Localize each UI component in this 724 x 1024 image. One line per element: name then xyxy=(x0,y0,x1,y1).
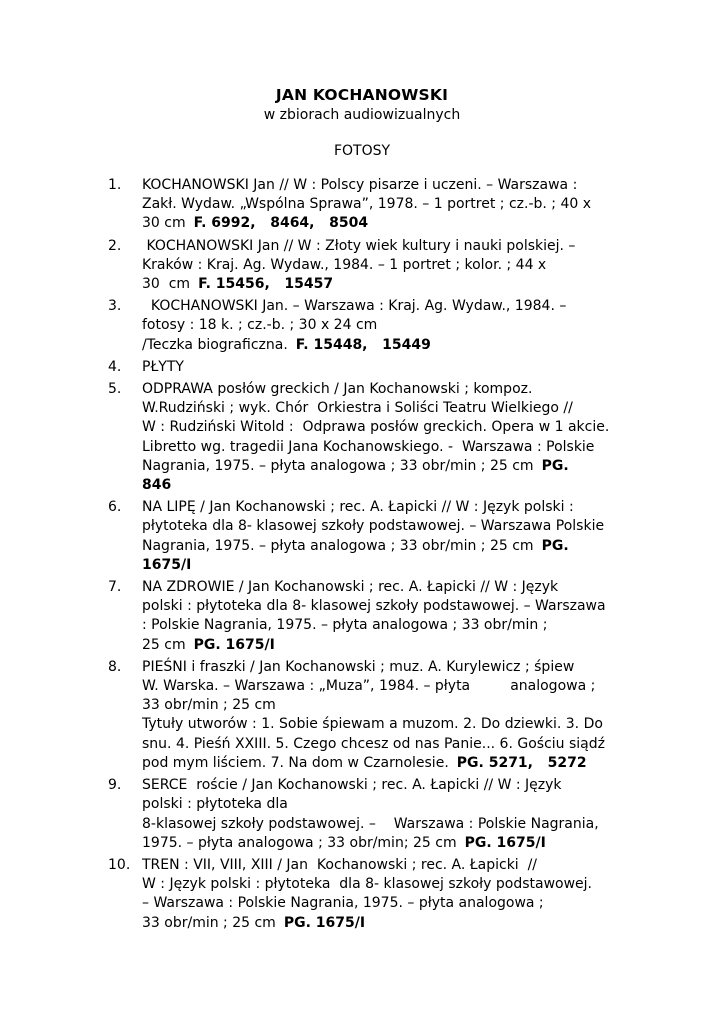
item-line xyxy=(142,358,648,377)
list-item xyxy=(108,358,648,377)
line-text: polski : płytoteka dla xyxy=(142,796,288,813)
line-text: 30 cm xyxy=(142,276,191,293)
list-item xyxy=(108,776,648,853)
item-line xyxy=(142,875,648,894)
list-item xyxy=(108,380,648,495)
item-number: 3. xyxy=(108,298,122,315)
line-text: W : Język polski : płytoteka dla 8- klasowej szkoły podstawowej. xyxy=(142,876,592,893)
item-line xyxy=(142,795,648,814)
item-line xyxy=(142,754,648,773)
item-line xyxy=(142,418,648,437)
list-item xyxy=(108,237,648,295)
line-text: /Teczka biograficzna. xyxy=(142,336,288,353)
shelf-signature: PG. 1675/I xyxy=(193,636,275,653)
document-title: JAN KOCHANOWSKI xyxy=(275,86,449,104)
shelf-signature-continued: 1675/I xyxy=(142,556,192,573)
line-text: – Warszawa : Polskie Nagrania, 1975. – płyta analogowa ; xyxy=(142,895,544,912)
item-line xyxy=(142,498,648,517)
line-text: PŁYTY xyxy=(142,358,184,375)
list-item xyxy=(108,297,648,355)
item-line xyxy=(142,237,648,256)
item-line xyxy=(142,658,648,677)
line-text: Libretto wg. tragedii Jana Kochanowskiego. - Warszawa : Polskie xyxy=(142,438,595,455)
item-number: 5. xyxy=(108,381,122,398)
item-line xyxy=(142,457,648,476)
item-line xyxy=(142,834,648,853)
item-line xyxy=(142,578,648,597)
line-text: Nagrania, 1975. – płyta analogowa ; 33 obr/min ; 25 cm xyxy=(142,457,534,474)
item-line xyxy=(142,856,648,875)
item-line xyxy=(142,438,648,457)
item-line xyxy=(142,894,648,913)
item-line xyxy=(142,336,648,355)
line-text: SERCE roście / Jan Kochanowski ; rec. A. Łapicki // W : Język xyxy=(142,777,562,794)
item-line xyxy=(142,537,648,556)
line-text: 25 cm xyxy=(142,636,186,653)
catalog-list xyxy=(108,176,648,936)
line-text: polski : płytoteka dla 8- klasowej szkoły podstawowej. – Warszawa xyxy=(142,598,606,615)
item-text xyxy=(142,380,648,495)
shelf-signature: F. 6992, 8464, 8504 xyxy=(193,215,369,232)
item-line xyxy=(142,735,648,754)
item-text xyxy=(142,658,648,773)
line-text: KOCHANOWSKI Jan // W : Polscy pisarze i uczeni. – Warszawa : xyxy=(142,177,578,193)
item-number: 4. xyxy=(108,358,122,375)
item-line xyxy=(142,176,648,195)
item-number: 1. xyxy=(108,177,122,193)
line-text: PIEŚNI i fraszki / Jan Kochanowski ; muz. A. Kurylewicz ; śpiew xyxy=(142,658,575,675)
line-text: Zakł. Wydaw. „Wspólna Sprawa”, 1978. – 1 portret ; cz.-b. ; 40 x xyxy=(142,196,592,213)
list-item xyxy=(108,498,648,575)
item-number: 10. xyxy=(108,856,131,873)
line-text: Nagrania, 1975. – płyta analogowa ; 33 obr/min ; 25 cm xyxy=(142,537,534,554)
shelf-signature: PG. 1675/I xyxy=(283,914,366,931)
item-line xyxy=(142,316,648,335)
list-item xyxy=(108,658,648,773)
item-text xyxy=(142,358,648,377)
list-item xyxy=(108,176,648,234)
item-line xyxy=(142,696,648,715)
line-text: NA ZDROWIE / Jan Kochanowski ; rec. A. Łapicki // W : Język xyxy=(142,579,559,596)
item-line xyxy=(142,597,648,616)
item-text xyxy=(142,237,648,295)
item-line xyxy=(142,776,648,795)
item-number: 9. xyxy=(108,777,122,794)
line-text: 33 obr/min ; 25 cm xyxy=(142,697,276,714)
item-line xyxy=(142,214,648,233)
line-text: NA LIPĘ / Jan Kochanowski ; rec. A. Łapicki // W : Język polski : xyxy=(142,499,574,516)
line-text: 33 obr/min ; 25 cm xyxy=(142,914,276,931)
item-line xyxy=(142,275,648,294)
item-line xyxy=(142,297,648,316)
line-text: 1975. – płyta analogowa ; 33 obr/min; 25 cm xyxy=(142,834,457,851)
line-text: TREN : VII, VIII, XIII / Jan Kochanowski ; rec. A. Łapicki // xyxy=(142,856,538,873)
item-number: 8. xyxy=(108,658,122,675)
line-text: : Polskie Nagrania, 1975. – płyta analogowa ; 33 obr/min ; xyxy=(142,617,548,634)
section-heading: FOTOSY xyxy=(333,143,391,159)
document-subtitle: w zbiorach audiowizualnych xyxy=(263,107,461,123)
item-line xyxy=(142,715,648,734)
item-line xyxy=(142,677,648,696)
item-line xyxy=(142,914,648,933)
shelf-signature: F. 15448, 15449 xyxy=(295,336,431,353)
line-text: W.Rudziński ; wyk. Chór Orkiestra i Soliści Teatru Wielkiego // xyxy=(142,400,573,417)
item-line xyxy=(142,380,648,399)
line-text: snu. 4. Pieśń XXIII. 5. Czego chcesz od nas Panie... 6. Gościu siądź xyxy=(142,735,605,752)
item-line xyxy=(142,815,648,834)
list-item xyxy=(108,856,648,933)
line-text: 30 cm xyxy=(142,215,186,232)
line-text: KOCHANOWSKI Jan // W : Złoty wiek kultury i nauki polskiej. – xyxy=(142,237,576,254)
line-text: KOCHANOWSKI Jan. – Warszawa : Kraj. Ag. Wydaw., 1984. – xyxy=(142,298,567,315)
list-item xyxy=(108,578,648,655)
line-text: 8-klasowej szkoły podstawowej. – Warszawa : Polskie Nagrania, xyxy=(142,815,599,832)
item-line xyxy=(142,517,648,536)
item-line xyxy=(142,616,648,635)
item-text xyxy=(142,297,648,355)
item-line xyxy=(142,195,648,214)
item-line xyxy=(142,636,648,655)
item-number: 6. xyxy=(108,499,122,516)
line-text: płytoteka dla 8- klasowej szkoły podstawowej. – Warszawa Polskie xyxy=(142,518,605,535)
line-text: W : Rudziński Witold : Odprawa posłów greckich. Opera w 1 akcie. xyxy=(142,419,610,436)
item-line xyxy=(142,399,648,418)
line-text: pod mym liściem. 7. Na dom w Czarnolesie. xyxy=(142,754,449,771)
line-text: ODPRAWA posłów greckich / Jan Kochanowski ; kompoz. xyxy=(142,381,533,398)
item-text xyxy=(142,498,648,575)
line-text: Tytuły utworów : 1. Sobie śpiewam a muzom. 2. Do dziewki. 3. Do xyxy=(142,716,603,733)
shelf-signature: PG. xyxy=(541,457,569,474)
item-text xyxy=(142,856,648,933)
item-number: 7. xyxy=(108,579,122,596)
line-text: Kraków : Kraj. Ag. Wydaw., 1984. – 1 portret ; kolor. ; 44 x xyxy=(142,256,547,273)
item-text xyxy=(142,176,648,234)
shelf-signature-continued: 846 xyxy=(142,477,172,494)
line-text: W. Warska. – Warszawa : „Muza”, 1984. – płyta analogowa ; xyxy=(142,678,596,695)
item-line xyxy=(142,256,648,275)
shelf-signature: PG. 5271, 5272 xyxy=(456,754,587,771)
item-text xyxy=(142,776,648,853)
line-text: fotosy : 18 k. ; cz.-b. ; 30 x 24 cm xyxy=(142,317,378,334)
shelf-signature: PG. xyxy=(541,537,569,554)
item-number: 2. xyxy=(108,237,122,254)
shelf-signature: F. 15456, 15457 xyxy=(198,276,334,293)
item-text xyxy=(142,578,648,655)
shelf-signature: PG. 1675/I xyxy=(464,834,546,851)
